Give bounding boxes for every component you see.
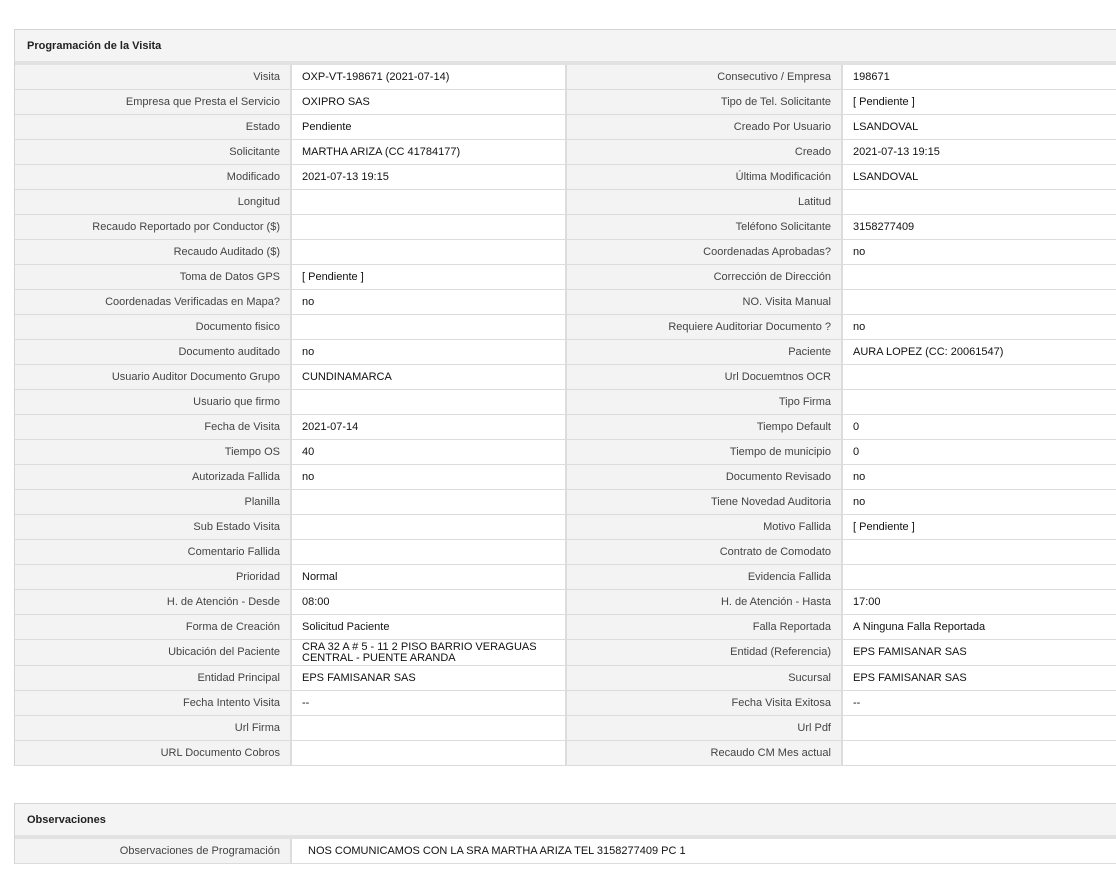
field-label: Recaudo Reportado por Conductor ($)	[15, 215, 291, 240]
field-label: Motivo Fallida	[566, 515, 842, 540]
table-row	[15, 65, 1116, 90]
field-label: Coordenadas Verificadas en Mapa?	[15, 290, 291, 315]
field-value	[842, 565, 1116, 590]
field-value	[842, 741, 1116, 766]
table-row	[15, 390, 1116, 415]
field-value: no	[842, 315, 1116, 340]
field-label: Corrección de Dirección	[566, 265, 842, 290]
field-value: 3158277409	[842, 215, 1116, 240]
field-value	[291, 315, 566, 340]
table-row	[15, 215, 1116, 240]
field-value: Solicitud Paciente	[291, 615, 566, 640]
observaciones-panel	[14, 803, 1116, 864]
field-label: Comentario Fallida	[15, 540, 291, 565]
field-value: 2021-07-14	[291, 415, 566, 440]
field-value	[842, 716, 1116, 741]
table-row	[15, 615, 1116, 640]
field-label: Creado Por Usuario	[566, 115, 842, 140]
field-value: 17:00	[842, 590, 1116, 615]
table-row	[15, 365, 1116, 390]
field-value: 0	[842, 415, 1116, 440]
field-label: Entidad Principal	[15, 666, 291, 691]
field-value	[842, 390, 1116, 415]
programacion-title: Programación de la Visita	[15, 30, 1116, 65]
field-value: no	[842, 490, 1116, 515]
field-label: Forma de Creación	[15, 615, 291, 640]
field-value: 0	[842, 440, 1116, 465]
field-label: NO. Visita Manual	[566, 290, 842, 315]
field-label: Prioridad	[15, 565, 291, 590]
field-value: 2021-07-13 19:15	[842, 140, 1116, 165]
field-value	[291, 540, 566, 565]
field-label: Contrato de Comodato	[566, 540, 842, 565]
table-row	[15, 691, 1116, 716]
field-label: Coordenadas Aprobadas?	[566, 240, 842, 265]
field-label: Modificado	[15, 165, 291, 190]
field-label: Consecutivo / Empresa	[566, 65, 842, 90]
programacion-table	[15, 65, 1116, 766]
field-label: Visita	[15, 65, 291, 90]
table-row	[15, 590, 1116, 615]
table-row	[15, 465, 1116, 490]
field-label: Documento Revisado	[566, 465, 842, 490]
field-label: Usuario Auditor Documento Grupo	[15, 365, 291, 390]
field-value	[291, 215, 566, 240]
table-row	[15, 290, 1116, 315]
field-label: H. de Atención - Desde	[15, 590, 291, 615]
field-value: CUNDINAMARCA	[291, 365, 566, 390]
field-value: no	[842, 465, 1116, 490]
field-label: Tiene Novedad Auditoria	[566, 490, 842, 515]
table-row	[15, 490, 1116, 515]
field-label: Estado	[15, 115, 291, 140]
field-value: OXIPRO SAS	[291, 90, 566, 115]
field-value: LSANDOVAL	[842, 115, 1116, 140]
observaciones-label: Observaciones de Programación	[15, 839, 291, 864]
field-label: Sub Estado Visita	[15, 515, 291, 540]
field-value: Pendiente	[291, 115, 566, 140]
field-label: Tiempo Default	[566, 415, 842, 440]
table-row	[15, 440, 1116, 465]
field-label: Tiempo OS	[15, 440, 291, 465]
table-row	[15, 265, 1116, 290]
field-label: H. de Atención - Hasta	[566, 590, 842, 615]
field-value: 198671	[842, 65, 1116, 90]
field-value: MARTHA ARIZA (CC 41784177)	[291, 140, 566, 165]
field-label: Falla Reportada	[566, 615, 842, 640]
table-row	[15, 741, 1116, 766]
field-label: Url Pdf	[566, 716, 842, 741]
field-value: 08:00	[291, 590, 566, 615]
table-row	[15, 565, 1116, 590]
field-label: Tipo de Tel. Solicitante	[566, 90, 842, 115]
field-label: Usuario que firmo	[15, 390, 291, 415]
observaciones-table	[15, 839, 1116, 864]
field-value: no	[842, 240, 1116, 265]
field-value: no	[291, 290, 566, 315]
table-row	[15, 839, 1116, 864]
field-label: Recaudo CM Mes actual	[566, 741, 842, 766]
field-label: Latitud	[566, 190, 842, 215]
field-label: Toma de Datos GPS	[15, 265, 291, 290]
table-row	[15, 640, 1116, 666]
field-label: Fecha Visita Exitosa	[566, 691, 842, 716]
table-row	[15, 716, 1116, 741]
field-value	[842, 290, 1116, 315]
field-label: Teléfono Solicitante	[566, 215, 842, 240]
field-label: Tipo Firma	[566, 390, 842, 415]
field-label: Fecha Intento Visita	[15, 691, 291, 716]
table-row	[15, 515, 1116, 540]
field-value: --	[291, 691, 566, 716]
field-value: Normal	[291, 565, 566, 590]
field-value	[291, 390, 566, 415]
field-value: no	[291, 340, 566, 365]
field-value	[842, 365, 1116, 390]
field-value: --	[842, 691, 1116, 716]
field-value	[291, 190, 566, 215]
field-label: Sucursal	[566, 666, 842, 691]
field-label: Ubicación del Paciente	[15, 640, 291, 666]
field-label: Paciente	[566, 340, 842, 365]
field-value: no	[291, 465, 566, 490]
field-label: Planilla	[15, 490, 291, 515]
field-label: Url Docuemtnos OCR	[566, 365, 842, 390]
table-row	[15, 165, 1116, 190]
table-row	[15, 415, 1116, 440]
field-value: A Ninguna Falla Reportada	[842, 615, 1116, 640]
table-row	[15, 240, 1116, 265]
field-value	[291, 240, 566, 265]
field-label: Documento fisico	[15, 315, 291, 340]
field-label: Empresa que Presta el Servicio	[15, 90, 291, 115]
table-row	[15, 540, 1116, 565]
field-label: Creado	[566, 140, 842, 165]
field-value: AURA LOPEZ (CC: 20061547)	[842, 340, 1116, 365]
table-row	[15, 315, 1116, 340]
field-label: Entidad (Referencia)	[566, 640, 842, 666]
field-value: LSANDOVAL	[842, 165, 1116, 190]
table-row	[15, 666, 1116, 691]
field-value: EPS FAMISANAR SAS	[291, 666, 566, 691]
field-label: Última Modificación	[566, 165, 842, 190]
field-label: Longitud	[15, 190, 291, 215]
field-value	[842, 540, 1116, 565]
field-label: Tiempo de municipio	[566, 440, 842, 465]
field-label: Requiere Auditoriar Documento ?	[566, 315, 842, 340]
table-row	[15, 190, 1116, 215]
field-label: Fecha de Visita	[15, 415, 291, 440]
field-value: EPS FAMISANAR SAS	[842, 666, 1116, 691]
field-value: EPS FAMISANAR SAS	[842, 640, 1116, 666]
field-label: Solicitante	[15, 140, 291, 165]
field-value	[291, 716, 566, 741]
observaciones-value: NOS COMUNICAMOS CON LA SRA MARTHA ARIZA TEL 3158277409 PC 1	[291, 839, 1116, 864]
field-value: [ Pendiente ]	[291, 265, 566, 290]
field-value	[842, 265, 1116, 290]
field-label: Autorizada Fallida	[15, 465, 291, 490]
table-row	[15, 90, 1116, 115]
field-value: 40	[291, 440, 566, 465]
field-value: [ Pendiente ]	[842, 90, 1116, 115]
field-value: CRA 32 A # 5 - 11 2 PISO BARRIO VERAGUAS CENTRAL - PUENTE ARANDA	[291, 640, 566, 666]
table-row	[15, 340, 1116, 365]
programacion-panel	[14, 29, 1116, 766]
field-value	[842, 190, 1116, 215]
field-value: 2021-07-13 19:15	[291, 165, 566, 190]
field-value: [ Pendiente ]	[842, 515, 1116, 540]
field-label: Recaudo Auditado ($)	[15, 240, 291, 265]
field-value: OXP-VT-198671 (2021-07-14)	[291, 65, 566, 90]
table-row	[15, 115, 1116, 140]
field-value	[291, 490, 566, 515]
field-label: URL Documento Cobros	[15, 741, 291, 766]
field-label: Evidencia Fallida	[566, 565, 842, 590]
field-value	[291, 741, 566, 766]
field-label: Url Firma	[15, 716, 291, 741]
table-row	[15, 140, 1116, 165]
field-label: Documento auditado	[15, 340, 291, 365]
observaciones-title: Observaciones	[15, 804, 1116, 839]
field-value	[291, 515, 566, 540]
